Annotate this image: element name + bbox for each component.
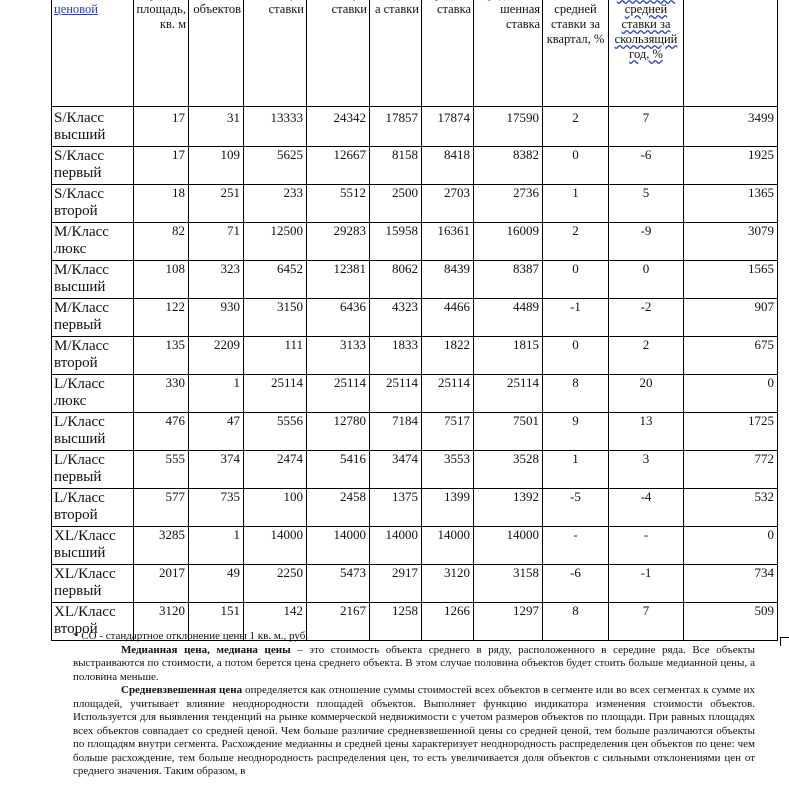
cell-median: 17857 [370, 107, 422, 147]
cell-min: 2474 [244, 451, 307, 489]
cell-area: 17 [134, 147, 189, 185]
explanatory-text [73, 630, 755, 779]
cell-median: 15958 [370, 223, 422, 261]
cell-average: 4466 [422, 299, 474, 337]
cell-sd: 675 [684, 337, 778, 375]
cell-sd: 509 [684, 603, 778, 641]
cell-change-quarter: -5 [543, 489, 609, 527]
cell-change-quarter: 9 [543, 413, 609, 451]
cell-count: 31 [189, 107, 244, 147]
paragraph-median-text: – это стоимость объекта среднего в ряду, расположенного в середине ряда. Все объекты выстраиваются по стоимости, а потом берется цена среднего объекта. В этом случае половина объектов будет стоить больше медианной цены, а половина меньше. [73, 643, 755, 683]
cell-average: 25114 [422, 375, 474, 413]
header-count: объектов [189, 0, 244, 107]
cell-change-quarter: 1 [543, 185, 609, 223]
cell-count: 49 [189, 565, 244, 603]
cell-max: 24342 [307, 107, 370, 147]
cell-max: 6436 [307, 299, 370, 337]
cell-change-year: 3 [609, 451, 684, 489]
table-row [52, 261, 778, 299]
cell-segment: L/Класс первый [52, 451, 134, 489]
cell-sd: 532 [684, 489, 778, 527]
cell-weighted: 1297 [474, 603, 543, 641]
footnote: * СО - стандартное отклонение цены 1 кв. м., руб. [73, 630, 309, 642]
header-area: площадь, кв. м [134, 0, 189, 107]
cell-change-quarter: -6 [543, 565, 609, 603]
cell-area: 3285 [134, 527, 189, 565]
paragraph-weighted-text: определяется как отношение суммы стоимостей всех объектов в сегменте или во всех сегментах к сумме их площадей, учитывает влияние неоднородности площадей объектов. Выполняет функцию индикатора изменения стоимости объектов. Используется для выявления тенденций на рынке коммерческой недвижимости с учетом размеров объектов по площади. При равных площадях всех объектов совпадает со средней ценой. Чем больше различие средневзвешенной цены со средней ценой, тем больше различаются объекты по площадям внутри сегмента. Расхождение медианны и средней цены характеризует неоднородность распределения цен объектов по цене: чем больше расхождение, тем больше неоднородность распределения цен, то есть увеличивается доля объектов с сильными отклонениями цен от среднего значения. Таким образом, в [73, 684, 755, 777]
cell-max: 14000 [307, 527, 370, 565]
cell-min: 142 [244, 603, 307, 641]
cell-average: 8439 [422, 261, 474, 299]
cell-min: 111 [244, 337, 307, 375]
cell-weighted: 16009 [474, 223, 543, 261]
cell-median: 4323 [370, 299, 422, 337]
header-segment-link[interactable]: ценовой [54, 2, 98, 16]
cell-change-year: -4 [609, 489, 684, 527]
cell-segment: L/Класс высший [52, 413, 134, 451]
cell-change-quarter: - [543, 527, 609, 565]
data-table-wrapper [51, 0, 777, 641]
cell-weighted: 7501 [474, 413, 543, 451]
table-row [52, 527, 778, 565]
table-row [52, 223, 778, 261]
cell-min: 233 [244, 185, 307, 223]
cell-median: 14000 [370, 527, 422, 565]
cell-sd: 0 [684, 375, 778, 413]
table-row [52, 147, 778, 185]
cell-change-quarter: 0 [543, 261, 609, 299]
cell-count: 1 [189, 375, 244, 413]
cell-change-quarter: 0 [543, 337, 609, 375]
cell-median: 8158 [370, 147, 422, 185]
table-row [52, 489, 778, 527]
header-change-year [609, 0, 684, 107]
table-end-marker [780, 637, 789, 646]
cell-change-year: 2 [609, 337, 684, 375]
table-row [52, 337, 778, 375]
cell-average: 1266 [422, 603, 474, 641]
cell-median: 1375 [370, 489, 422, 527]
cell-max: 12667 [307, 147, 370, 185]
cell-segment: L/Класс второй [52, 489, 134, 527]
table-header-row [52, 0, 778, 107]
cell-sd: 734 [684, 565, 778, 603]
cell-change-year: 7 [609, 107, 684, 147]
cell-segment: M/Класс первый [52, 299, 134, 337]
cell-median: 1258 [370, 603, 422, 641]
cell-weighted: 17590 [474, 107, 543, 147]
cell-count: 735 [189, 489, 244, 527]
table-row [52, 451, 778, 489]
table-body [52, 107, 778, 641]
header-weighted: шенная ставка [474, 0, 543, 107]
table-row [52, 107, 778, 147]
cell-area: 476 [134, 413, 189, 451]
cell-median: 2917 [370, 565, 422, 603]
cell-sd: 3079 [684, 223, 778, 261]
cell-area: 577 [134, 489, 189, 527]
cell-average: 2703 [422, 185, 474, 223]
cell-max: 12381 [307, 261, 370, 299]
cell-change-quarter: 8 [543, 375, 609, 413]
cell-change-year: -2 [609, 299, 684, 337]
cell-sd: 3499 [684, 107, 778, 147]
cell-weighted: 4489 [474, 299, 543, 337]
cell-average: 3120 [422, 565, 474, 603]
cell-segment: XL/Класс второй [52, 603, 134, 641]
cell-min: 5625 [244, 147, 307, 185]
cell-count: 71 [189, 223, 244, 261]
header-min: ставки [244, 0, 307, 107]
cell-max: 2167 [307, 603, 370, 641]
table-row [52, 185, 778, 223]
cell-change-year: -1 [609, 565, 684, 603]
cell-weighted: 1815 [474, 337, 543, 375]
cell-average: 3553 [422, 451, 474, 489]
header-segment[interactable] [52, 0, 134, 107]
cell-area: 330 [134, 375, 189, 413]
cell-change-quarter: 0 [543, 147, 609, 185]
cell-max: 12780 [307, 413, 370, 451]
cell-change-year: 13 [609, 413, 684, 451]
cell-median: 3474 [370, 451, 422, 489]
cell-segment: XL/Класс высший [52, 527, 134, 565]
cell-change-quarter: 2 [543, 223, 609, 261]
cell-sd: 1725 [684, 413, 778, 451]
cell-min: 2250 [244, 565, 307, 603]
cell-median: 2500 [370, 185, 422, 223]
cell-change-year: 7 [609, 603, 684, 641]
cell-segment: L/Класс люкс [52, 375, 134, 413]
cell-count: 251 [189, 185, 244, 223]
cell-count: 109 [189, 147, 244, 185]
cell-segment: M/Класс люкс [52, 223, 134, 261]
cell-change-year: -9 [609, 223, 684, 261]
paragraph-weighted-term: Средневзвешенная цена [121, 684, 243, 696]
cell-change-year: - [609, 527, 684, 565]
cell-max: 29283 [307, 223, 370, 261]
table-row [52, 413, 778, 451]
cell-weighted: 1392 [474, 489, 543, 527]
cell-change-quarter: 8 [543, 603, 609, 641]
cell-sd: 772 [684, 451, 778, 489]
cell-segment: XL/Класс первый [52, 565, 134, 603]
table-row [52, 299, 778, 337]
cell-sd: 1565 [684, 261, 778, 299]
cell-segment: M/Класс высший [52, 261, 134, 299]
cell-average: 17874 [422, 107, 474, 147]
cell-weighted: 14000 [474, 527, 543, 565]
cell-max: 5512 [307, 185, 370, 223]
cell-segment: S/Класс первый [52, 147, 134, 185]
cell-median: 25114 [370, 375, 422, 413]
header-sd [684, 0, 778, 107]
cell-weighted: 3158 [474, 565, 543, 603]
cell-sd: 0 [684, 527, 778, 565]
cell-change-year: -6 [609, 147, 684, 185]
cell-sd: 907 [684, 299, 778, 337]
cell-area: 2017 [134, 565, 189, 603]
cell-weighted: 3528 [474, 451, 543, 489]
cell-count: 2209 [189, 337, 244, 375]
cell-max: 5473 [307, 565, 370, 603]
cell-weighted: 8387 [474, 261, 543, 299]
cell-min: 100 [244, 489, 307, 527]
cell-change-quarter: 1 [543, 451, 609, 489]
cell-area: 122 [134, 299, 189, 337]
cell-area: 82 [134, 223, 189, 261]
header-change-year-text: средней ставки за скользящий год, % [614, 2, 678, 61]
table-row [52, 375, 778, 413]
cell-median: 7184 [370, 413, 422, 451]
cell-area: 3120 [134, 603, 189, 641]
header-max: ставки [307, 0, 370, 107]
cell-count: 374 [189, 451, 244, 489]
cell-average: 14000 [422, 527, 474, 565]
cell-min: 13333 [244, 107, 307, 147]
cell-change-year: 5 [609, 185, 684, 223]
cell-weighted: 8382 [474, 147, 543, 185]
cell-average: 7517 [422, 413, 474, 451]
cell-count: 151 [189, 603, 244, 641]
cell-area: 135 [134, 337, 189, 375]
cell-average: 1822 [422, 337, 474, 375]
cell-max: 3133 [307, 337, 370, 375]
cell-min: 25114 [244, 375, 307, 413]
header-change-quarter: средней ставки за квартал, % [543, 0, 609, 107]
cell-sd: 1925 [684, 147, 778, 185]
table-row [52, 565, 778, 603]
price-segment-table [51, 0, 778, 641]
cell-segment: M/Класс второй [52, 337, 134, 375]
cell-weighted: 25114 [474, 375, 543, 413]
cell-min: 12500 [244, 223, 307, 261]
cell-average: 8418 [422, 147, 474, 185]
cell-change-quarter: 2 [543, 107, 609, 147]
cell-change-year: 0 [609, 261, 684, 299]
cell-area: 18 [134, 185, 189, 223]
cell-max: 5416 [307, 451, 370, 489]
cell-median: 1833 [370, 337, 422, 375]
paragraph-median [73, 644, 755, 685]
cell-area: 108 [134, 261, 189, 299]
paragraph-median-term: Медианная цена, медиана цены [121, 643, 291, 656]
cell-min: 14000 [244, 527, 307, 565]
cell-min: 5556 [244, 413, 307, 451]
cell-area: 17 [134, 107, 189, 147]
header-average: ставка [422, 0, 474, 107]
cell-median: 8062 [370, 261, 422, 299]
cell-change-quarter: -1 [543, 299, 609, 337]
cell-min: 6452 [244, 261, 307, 299]
header-median: а ставки [370, 0, 422, 107]
cell-min: 3150 [244, 299, 307, 337]
cell-count: 47 [189, 413, 244, 451]
cell-max: 25114 [307, 375, 370, 413]
paragraph-weighted [73, 684, 755, 779]
cell-count: 930 [189, 299, 244, 337]
cell-weighted: 2736 [474, 185, 543, 223]
cell-average: 1399 [422, 489, 474, 527]
cell-area: 555 [134, 451, 189, 489]
cell-change-year: 20 [609, 375, 684, 413]
cell-average: 16361 [422, 223, 474, 261]
cell-count: 1 [189, 527, 244, 565]
cell-segment: S/Класс высший [52, 107, 134, 147]
cell-max: 2458 [307, 489, 370, 527]
cell-sd: 1365 [684, 185, 778, 223]
cell-segment: S/Класс второй [52, 185, 134, 223]
cell-count: 323 [189, 261, 244, 299]
